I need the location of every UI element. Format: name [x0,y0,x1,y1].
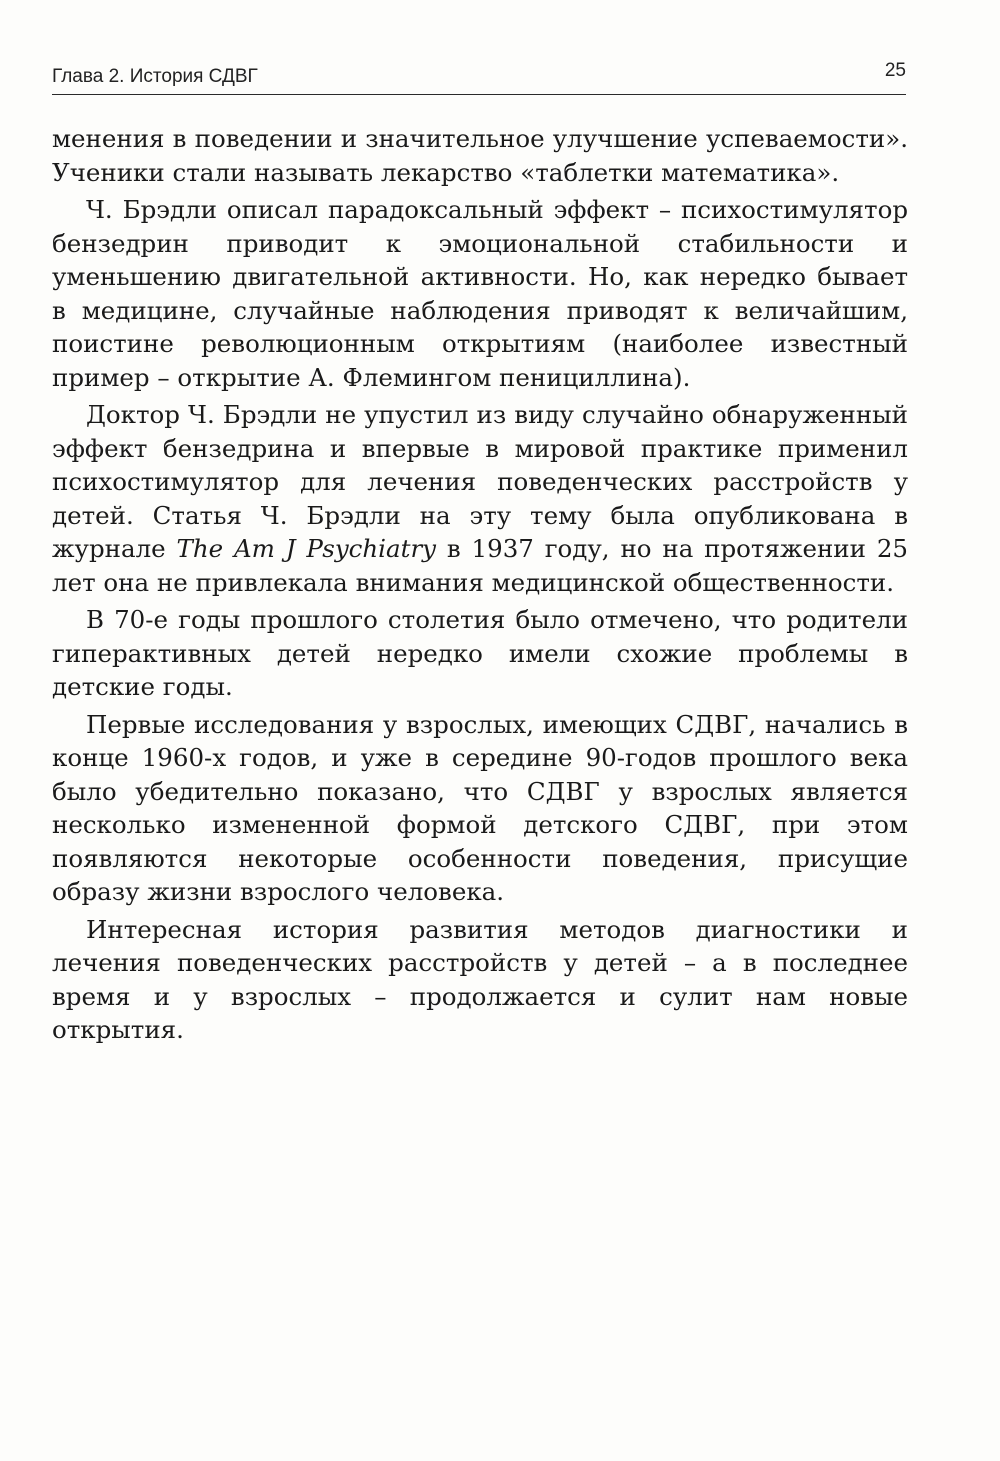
book-page [52,0,908,1461]
paragraph-3 [52,398,908,599]
paragraph-2: Ч. Брэдли описал парадоксальный эффект – психостимулятор бензедрин приводит к эмоциональной стабильности и уменьшению двигательной активности. Но, как нередко бывает в медицине, случайные наблюдения приводят к величайшим, поистине революционным открытиям (наиболее известный пример – открытие А. Флемингом пенициллина). [52,195,908,392]
paragraph-4: В 70-е годы прошлого столетия было отмечено, что родители гиперактивных детей нередко имели схожие проблемы в детские годы. [52,605,908,701]
paragraph-1: менения в поведении и значительное улучшение успеваемости». Ученики стали называть лекарство «таблетки математика». [52,124,908,187]
journal-title: The Am J Psychiatry [176,534,437,563]
paragraph-3-text-after: в 1937 году, но на протяжении 25 лет она не привлекала внимания медицинской общественности. [52,534,908,597]
chapter-title: Глава 2. История СДВГ [52,66,258,87]
running-header [52,60,906,95]
paragraph-3-text-before: Доктор Ч. Брэдли не упустил из виду случайно обнаруженный эффект бензедрина и впервые в мировой практике применил психостимулятор для лечения поведенческих расстройств у детей. Статья Ч. Брэдли на эту тему была опубликована в журнале [52,400,908,563]
paragraph-6: Интересная история развития методов диагностики и лечения поведенческих расстройств у детей – а в последнее время и у взрослых – продолжается и сулит нам новые открытия. [52,914,908,1044]
page-number: 25 [884,60,906,81]
paragraph-5: Первые исследования у взрослых, имеющих СДВГ, начались в конце 1960-х годов, и уже в середине 90-годов прошлого века было убедительно показано, что СДВГ у взрослых является несколько измененной формой детского СДВГ, при этом появляются некоторые особенности поведения, присущие образу жизни взрослого человека. [52,709,908,906]
body-text [52,122,908,1051]
